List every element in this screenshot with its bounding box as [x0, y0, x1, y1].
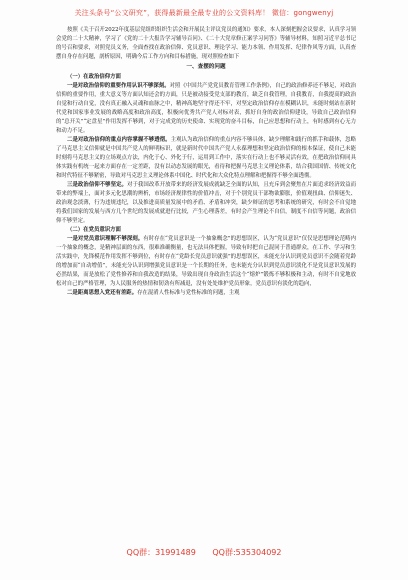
contact-footer — [0, 547, 408, 558]
section-heading: 一、查摆的问题 — [186, 64, 226, 70]
paragraph-4-lead: 一是对党员意识理解不够深刻。 — [67, 236, 144, 242]
subsection-heading-political-belief: （一）在政治信仰方面 — [67, 74, 121, 80]
paragraph-4-body: 有时存在“党员意识是一个抽象概念”的思想误区，认为“党员意识”仅仅是思想理论范畴内一个抽象的概念，是精神层面的东西，很难准确衡量，也无法具体把握，导致有时把自己混同于普通群众，在工作、学习和生活实践中，先锋模范作用发挥不够到位，有时存在“党龄长党员意识就强”的思想误区，未能充分认识到党员意识不会随着党龄的增加而“自动增值”，未能充分认识到增强党员意识是一个长期的任务，也未能充分认识到党员意识淡化不是党员意识发展的必然结果，而是放松了党性修养和自我改造的结果，导致出现自身政治生活这个“熔炉”锻炼不够积极和主动，有时不自觉地放松对自己的严格管理，为人民服务的热情和韧劲有所减退，没有处处维护党员形象，党员意识有淡化的趋向， — [56, 236, 356, 287]
paragraph-1-lead: 一是对政治信仰的重要作用认识不够深刻。 — [67, 83, 170, 89]
paragraph-1-body: 对照《中国共产党党员教育管理工作条例》，自己的政治修养还不够足，对政治信仰的重要作用，重大意义等方面认知还会的方面，只是被动接受党支部的教育，缺乏自我管理，自我教育，自我提高的政治自觉和行动自觉，没有真正融入灵魂和血脉之中，精神高地坚守得还不牢，对坚定政治信仰存在模糊认识，未能时刻站在新时代党和国家事业发展的战略高度和政治高度，积极向优秀共产党人对标对表，抓好自身的政治信仰建设，导致自己政治信仰的“总开关”“定盘星”作用发挥不够到，对于完成党的历史使命、实现党的奋斗目标，自己应思想和行动上，有时感到有心无力和动力不足。 — [56, 83, 356, 134]
paragraph-2-lead: 二是对政治信仰的重点内容掌握不够透彻。 — [67, 137, 171, 143]
paragraph-5-lead: 二是距离思想入党还有差距。 — [67, 290, 138, 296]
paragraph-3 — [56, 181, 356, 226]
paragraph-5-body: 存在混淆人性标准与党性标准的问题，主观 — [137, 290, 240, 296]
paragraph-3-lead: 三是政治信仰不够坚定。 — [67, 182, 127, 188]
qq-group-2: QQ群:535304092 — [212, 548, 282, 557]
paragraph-2 — [56, 136, 356, 181]
intro-paragraph: 按照《关于召开2022年度基层党组织组织生活会和开展民主评议党员的通知》要求，本人深刻把握会议要求，认真学习领会党的二十大精神，学习了《党的二十大报告学习辅导百问》、《二十大党章修正案学习问答》等辅导材料，知照习近平总书记的号召和要求，对照党员义务，全面查找在政治信仰、党员意识、理论学习、能力本领、作用发挥、纪律作风等方面，认真查摆自身存在问题，剖析原因，明确今后工作方向和目标措施，现对照检查如下 — [56, 27, 356, 60]
paragraph-1 — [56, 82, 356, 136]
qq-group-1: QQ群：31991489 — [126, 548, 196, 557]
paragraph-5 — [56, 289, 356, 298]
paragraph-4 — [56, 235, 356, 289]
document-body — [56, 26, 356, 298]
promo-banner: 关注头条号“公文研究”，获得最新最全最专业的公文资料库！ 微信：gongwenyj — [74, 9, 334, 17]
subsection-heading-party-awareness: （二）在党员意识方面 — [67, 227, 121, 233]
paragraph-2-body: 主观认为政治信仰的重点内容不够具体，缺少理解和践行的抓手和载体，忽略了马克思主义信仰就是中国共产党人的鲜明标识，就是新时代中国共产党人永葆理想和坚定政治信仰的根本保证，使自己未能时刻将马克思主义的立场观点方法，内化于心、外化于行，运用到工作中，落实在行动上也不够灵活有效，在把政治信仰同具体实践有机统一起来方面存在一定差距，没有以动态发展的眼光，看待和把握马克思主义理论体系，结合我国国情、传统文化和时代特征不够紧密，导致对马克思主义理论体系中国化、时代化和大众化特点理解和把握得不够全面透彻。 — [56, 137, 356, 179]
paragraph-3-body: 对于我国改革开放带来的经济发展成就缺乏全面的认知，且充斥到会聚焦在片面追求经济效益而带来的弊端上，面对多元化思潮的辨析，市场经济规律性的价值冲击，对于个别党员干部物欲膨胀，价值观扭曲、信仰迷失、政治观念淡薄，行为违规违纪，以及推进高质量发展中的矛盾、矛盾和冲突，缺少辩证的思考和系统的研究，有时会不自觉地将我们国家的发展与西方几个世纪的发展成就进行比较，产生心理落差，有时会产生理论不自信，制度不自信等问题，政治信仰不够坚定。 — [56, 182, 356, 224]
